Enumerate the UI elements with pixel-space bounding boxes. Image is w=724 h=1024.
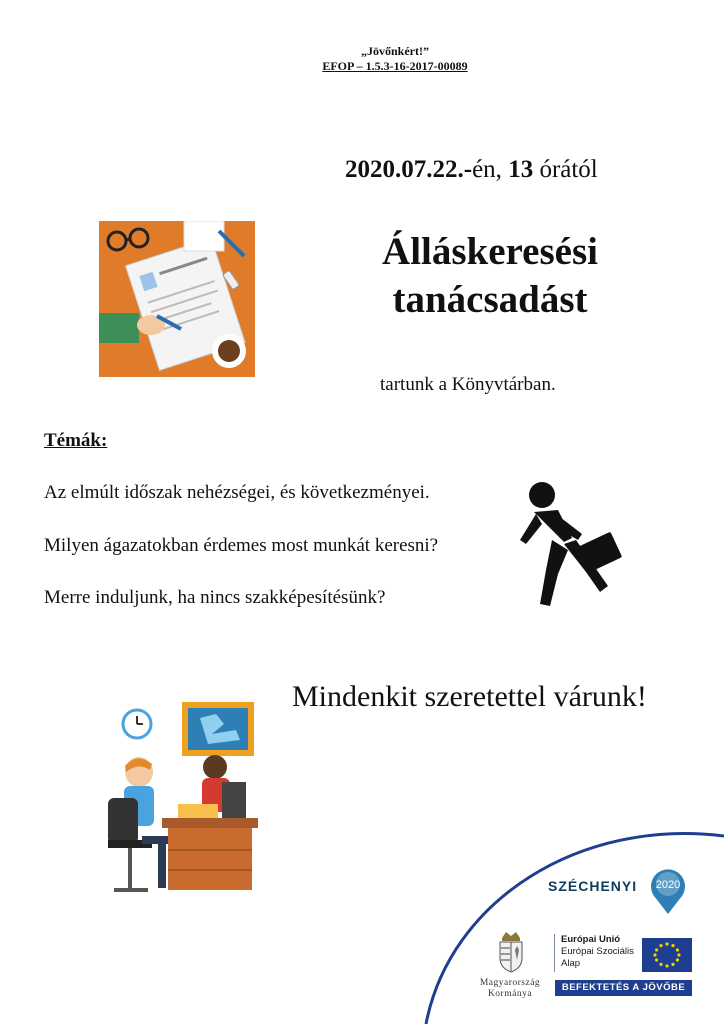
eu-fund-line-2: Alap: [561, 958, 581, 969]
project-header: [0, 44, 724, 74]
cv-illustration: [99, 221, 255, 377]
coat-of-arms-icon: [496, 930, 526, 974]
title-line-1: Álláskeresési: [382, 230, 598, 273]
event-title: [340, 228, 640, 324]
topics-heading: Témák:: [44, 430, 108, 451]
szechenyi-year: 2020: [655, 879, 681, 891]
government-label: [474, 978, 546, 1000]
topic-item: Milyen ágazatokban érdemes most munkát keresni?: [44, 535, 439, 556]
project-name: „Jövőnkért!”: [361, 44, 429, 58]
interview-illustration: [104, 700, 264, 905]
hour-suffix: órától: [533, 156, 598, 183]
date-suffix: én,: [472, 156, 509, 183]
project-code: EFOP – 1.5.3-16-2017-00089: [322, 59, 468, 73]
eu-title: Európai Unió: [561, 934, 621, 945]
topic-item: Az elmúlt időszak nehézségei, és következményei.: [44, 482, 430, 503]
gov-line-1: Magyarország: [479, 978, 541, 988]
welcome-message: Mindenkit szeretettel várunk!: [292, 680, 647, 713]
eu-fund-line-1: Európai Szociális: [561, 946, 634, 957]
title-line-2: tanácsadást: [392, 278, 588, 321]
eu-text-block: [554, 934, 643, 972]
gov-line-2: Kormánya: [487, 989, 533, 999]
invest-banner: BEFEKTETÉS A JÖVŐBE: [555, 980, 692, 996]
date-bold: 2020.07.22.-: [345, 156, 473, 183]
hour-bold: 13: [508, 156, 534, 183]
szechenyi-2020-logo: [648, 866, 688, 916]
event-date: [345, 156, 598, 184]
szechenyi-logo-text: SZÉCHENYI: [548, 878, 638, 894]
running-man-icon: [512, 480, 624, 608]
event-location: tartunk a Könyvtárban.: [380, 374, 556, 395]
topic-item: Merre induljunk, ha nincs szakképesítésünk?: [44, 587, 386, 608]
eu-flag-icon: [642, 938, 692, 972]
